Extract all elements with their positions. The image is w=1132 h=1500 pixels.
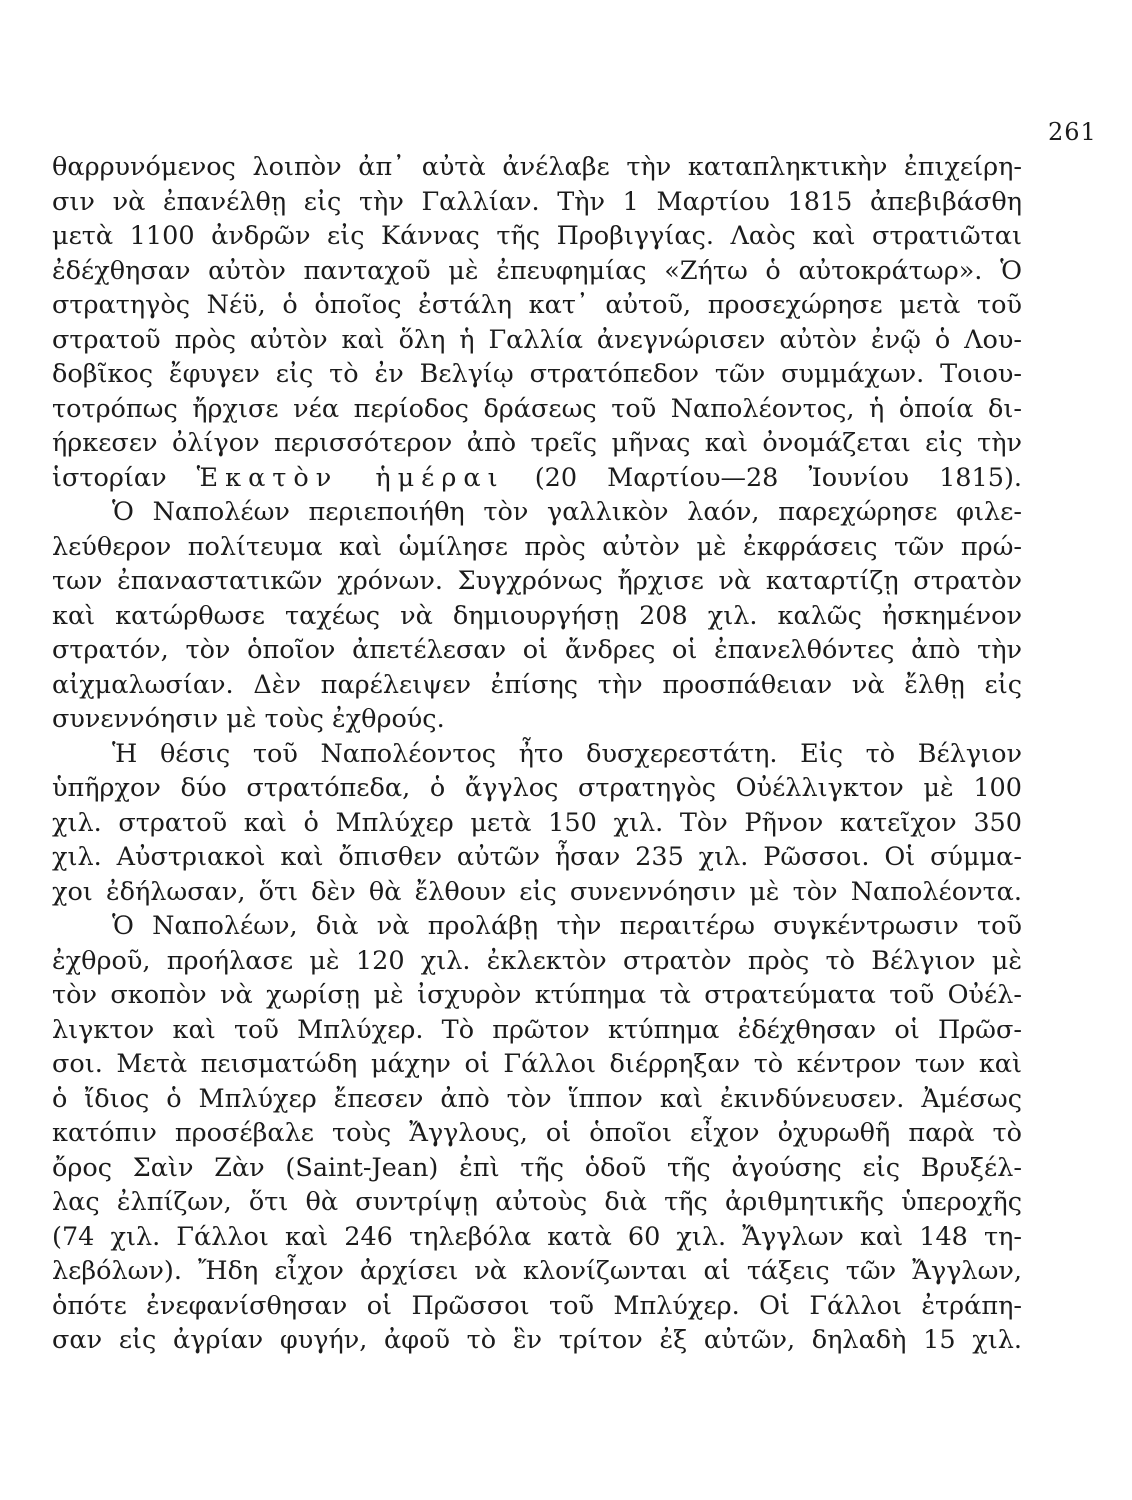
paragraph-3 — [52, 737, 1022, 910]
text-line — [52, 461, 1022, 496]
paragraph-4 — [52, 909, 1022, 1358]
text-line: ὁπότε ἐνεφανίσθησαν οἱ Πρῶσσοι τοῦ Μπλύχερ. Οἱ Γάλλοι ἐτράπη- — [52, 1290, 1022, 1321]
text-line: τοτρόπως ἤρχισε νέα περίοδος δράσεως τοῦ Ναπολέοντος, ἡ ὁποία δι- — [52, 393, 1022, 424]
text-line: συνεννόησιν μὲ τοὺς ἐχθρούς. — [52, 704, 445, 734]
text-line: σοι. Μετὰ πεισματώδη μάχην οἱ Γάλλοι διέρρηξαν τὸ κέντρον των καὶ — [52, 1049, 1022, 1079]
text-line: ὁ ἴδιος ὁ Μπλύχερ ἔπεσεν ἀπὸ τὸν ἵππον καὶ ἐκινδύνευσεν. Ἀμέσως — [52, 1083, 1022, 1114]
page-number: 261 — [1048, 118, 1097, 146]
text-line: ήρκεσεν ὀλίγον περισσότερον ἀπὸ τρεῖς μῆνας καὶ ὀνομάζεται εἰς τὴν — [52, 428, 1022, 458]
text-line: σιν νὰ ἐπανέλθῃ εἰς τὴν Γαλλίαν. Τὴν 1 Μαρτίου 1815 ἀπεβιβάσθη — [52, 186, 1022, 217]
text-line: τὸν σκοπὸν νὰ χωρίσῃ μὲ ἰσχυρὸν κτύπημα τὰ στρατεύματα τοῦ Οὐέλ- — [52, 980, 1022, 1010]
text-line: λιγκτον καὶ τοῦ Μπλύχερ. Τὸ πρῶτον κτύπημα ἐδέχθησαν οἱ Πρῶσ- — [52, 1014, 1022, 1045]
text-line: κατόπιν προσέβαλε τοὺς Ἄγγλους, οἱ ὁποῖοι εἶχον ὀχυρωθῆ παρὰ τὸ — [52, 1118, 1022, 1148]
text-segment: (20 Μαρτίου—28 Ἰουνίου 1815). — [534, 462, 1023, 493]
text-segment: ἱστορίαν — [52, 462, 167, 493]
text-line: Ἡ θέσις τοῦ Ναπολέοντος ἦτο δυσχερεστάτη. Εἰς τὸ Βέλγιον — [112, 738, 1022, 769]
text-line: στρατοῦ πρὸς αὐτὸν καὶ ὅλη ἡ Γαλλία ἀνεγνώρισεν αὐτὸν ἐνῷ ὁ Λου- — [52, 324, 1022, 355]
text-line: μετὰ 1100 ἀνδρῶν εἰς Κάννας τῆς Προβιγγίας. Λαὸς καὶ στρατιῶται — [52, 221, 1022, 251]
text-line: στρατόν, τὸν ὁποῖον ἀπετέλεσαν οἱ ἄνδρες οἱ ἐπανελθόντες ἀπὸ τὴν — [52, 635, 1022, 665]
text-line: χοι ἐδήλωσαν, ὅτι δὲν θὰ ἔλθουν εἰς συνεννόησιν μὲ τὸν Ναπολέοντα. — [52, 876, 1022, 907]
text-line: σαν εἰς ἀγρίαν φυγήν, ἀφοῦ τὸ ἓν τρίτον ἐξ αὐτῶν, δηλαδὴ 15 χιλ. — [52, 1325, 1022, 1355]
text-line: Ὁ Ναπολέων, διὰ νὰ προλάβῃ τὴν περαιτέρω συγκέντρωσιν τοῦ — [112, 911, 1022, 941]
text-line: λας ἐλπίζων, ὅτι θὰ συντρίψῃ αὐτοὺς διὰ τῆς ἀριθμητικῆς ὑπεροχῆς — [52, 1187, 1022, 1217]
text-line: ὄρος Σαὶν Ζὰν (Saint-Jean) ἐπὶ τῆς ὁδοῦ τῆς ἀγούσης εἰς Βρυξέλ- — [52, 1152, 1022, 1183]
text-line: (74 χιλ. Γάλλοι καὶ 246 τηλεβόλα κατὰ 60 χιλ. Ἄγγλων καὶ 148 τη- — [52, 1221, 1022, 1252]
text-line: λεύθερον πολίτευμα καὶ ὡμίλησε πρὸς αὐτὸν μὲ ἐκφράσεις τῶν πρώ- — [52, 531, 1022, 562]
paragraph-2 — [52, 495, 1022, 737]
paragraph-1 — [52, 150, 1022, 495]
text-line: χιλ. Αὐστριακοὶ καὶ ὄπισθεν αὐτῶν ἦσαν 235 χιλ. Ρῶσσοι. Οἱ σύμμα- — [52, 842, 1022, 872]
text-line: ἐχθροῦ, προήλασε μὲ 120 χιλ. ἐκλεκτὸν στρατὸν πρὸς τὸ Βέλγιον μὲ — [52, 945, 1022, 976]
text-line: δοβῖκος ἔφυγεν εἰς τὸ ἐν Βελγίῳ στρατόπεδον τῶν συμμάχων. Τοιου- — [52, 359, 1022, 389]
text-line: αἰχμαλωσίαν. Δὲν παρέλειψεν ἐπίσης τὴν προσπάθειαν νὰ ἔλθῃ εἰς — [52, 669, 1022, 700]
text-line: θαρρυνόμενος λοιπὸν ἀπ᾽ αὐτὰ ἀνέλαβε τὴν καταπληκτικὴν ἐπιχείρη- — [52, 152, 1022, 182]
text-line: στρατηγὸς Νέϋ, ὁ ὁποῖος ἐστάλη κατ᾽ αὐτοῦ, προσεχώρησε μετὰ τοῦ — [52, 290, 1022, 320]
body-text — [52, 150, 1022, 1358]
text-line: ὑπῆρχον δύο στρατόπεδα, ὁ ἄγγλος στρατηγὸς Οὐέλλιγκτον μὲ 100 — [52, 773, 1022, 803]
text-line: καὶ κατώρθωσε ταχέως νὰ δημιουργήσῃ 208 χιλ. καλῶς ἠσκημένον — [52, 600, 1022, 631]
text-line: λεβόλων). Ἤδη εἶχον ἀρχίσει νὰ κλονίζωνται αἱ τάξεις τῶν Ἄγγλων, — [52, 1256, 1022, 1286]
text-line: των ἐπαναστατικῶν χρόνων. Συγχρόνως ἤρχισε νὰ καταρτίζῃ στρατὸν — [52, 566, 1022, 596]
text-line: Ὁ Ναπολέων περιεποιήθη τὸν γαλλικὸν λαόν, παρεχώρησε φιλε- — [112, 497, 1022, 527]
text-line: ἐδέχθησαν αὐτὸν πανταχοῦ μὲ ἐπευφημίας «Ζήτω ὁ αὐτοκράτωρ». Ὁ — [52, 255, 1022, 286]
emphasized-term: Ἑκατὸν ἡμέραι — [196, 462, 505, 493]
text-line: χιλ. στρατοῦ καὶ ὁ Μπλύχερ μετὰ 150 χιλ. Τὸν Ρῆνον κατεῖχον 350 — [52, 807, 1022, 838]
